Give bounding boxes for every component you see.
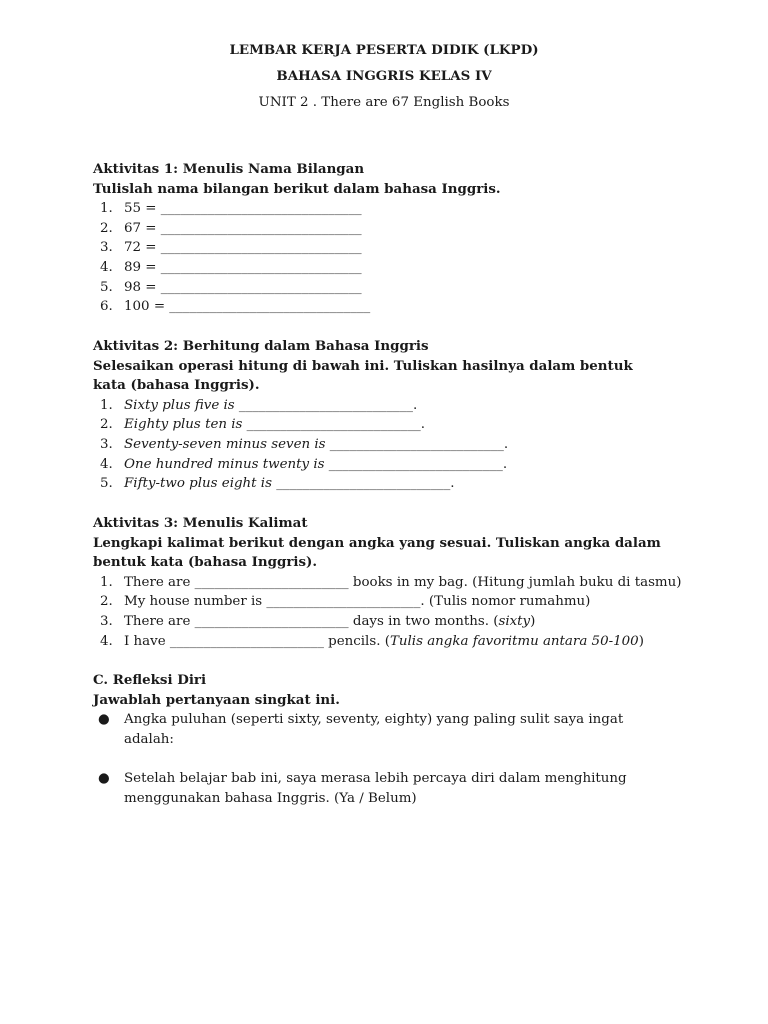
item-text: 72 = ______________________________ bbox=[124, 240, 362, 256]
activity-2-title: Aktivitas 2: Berhitung dalam Bahasa Inggris bbox=[93, 338, 429, 354]
reflection-instruction: Jawablah pertanyaan singkat ini. bbox=[93, 691, 340, 708]
list-item[interactable] bbox=[93, 612, 663, 632]
item-number: 3. bbox=[100, 240, 113, 256]
list-item[interactable] bbox=[93, 632, 663, 652]
answer-blank: __________________________. bbox=[324, 456, 508, 472]
item-question: Fifty-two plus eight is bbox=[124, 476, 272, 492]
list-item[interactable] bbox=[93, 278, 693, 298]
item-text: There are _______________________ books in my bag. (Hitung jumlah buku di tasmu) bbox=[124, 574, 682, 590]
item-number: 4. bbox=[100, 456, 113, 472]
item-text: 100 = ______________________________ bbox=[124, 299, 371, 315]
reflection-section bbox=[93, 671, 668, 808]
activity-1 bbox=[93, 160, 693, 317]
item-text: 98 = ______________________________ bbox=[124, 279, 362, 295]
answer-blank: __________________________. bbox=[234, 397, 418, 413]
item-text: Angka puluhan (seperti sixty, seventy, eighty) yang paling sulit saya ingat adalah: bbox=[124, 712, 624, 747]
answer-blank: __________________________. bbox=[242, 417, 425, 433]
item-number: 1. bbox=[100, 574, 113, 590]
item-number: 5. bbox=[100, 476, 113, 492]
item-text-end: ) bbox=[638, 633, 644, 649]
item-text-end: ) bbox=[530, 613, 536, 629]
item-number: 4. bbox=[100, 633, 113, 649]
item-number: 1. bbox=[100, 397, 113, 413]
item-number: 2. bbox=[100, 594, 113, 610]
item-number: 2. bbox=[100, 417, 113, 433]
activity-3 bbox=[93, 514, 682, 651]
list-item[interactable] bbox=[93, 435, 663, 455]
item-question: Sixty plus five is bbox=[124, 397, 235, 413]
item-text: My house number is _______________________. (Tulis nomor rumahmu) bbox=[124, 594, 591, 610]
activity-1-title: Aktivitas 1: Menulis Nama Bilangan bbox=[93, 161, 365, 177]
item-text: There are _______________________ days in two months. ( bbox=[124, 613, 499, 629]
list-item[interactable] bbox=[93, 573, 682, 593]
list-item[interactable] bbox=[93, 219, 693, 239]
activity-1-list bbox=[93, 199, 693, 317]
bullet-icon: ● bbox=[98, 712, 110, 728]
item-question: Eighty plus ten is bbox=[124, 417, 243, 433]
item-number: 2. bbox=[100, 220, 113, 236]
item-number: 4. bbox=[100, 259, 113, 275]
list-item[interactable] bbox=[93, 415, 663, 435]
subject-title: BAHASA INGGRIS KELAS IV bbox=[276, 68, 492, 84]
activity-3-list bbox=[93, 573, 682, 651]
answer-blank: __________________________. bbox=[325, 436, 509, 452]
activity-1-instruction: Tulislah nama bilangan berikut dalam bahasa Inggris. bbox=[93, 180, 501, 197]
item-number: 6. bbox=[100, 299, 113, 315]
list-item[interactable] bbox=[93, 238, 693, 258]
list-item[interactable] bbox=[93, 396, 663, 416]
list-item[interactable] bbox=[93, 592, 663, 612]
item-hint: sixty bbox=[498, 613, 531, 629]
list-item[interactable] bbox=[93, 297, 693, 317]
bullet-icon: ● bbox=[98, 770, 110, 786]
item-text: 89 = ______________________________ bbox=[124, 259, 362, 275]
reflection-list bbox=[93, 710, 668, 808]
unit-title: UNIT 2 . There are 67 English Books bbox=[258, 95, 510, 110]
activity-2 bbox=[93, 337, 663, 494]
reflection-title: C. Refleksi Diri bbox=[93, 672, 207, 688]
item-number: 3. bbox=[100, 436, 113, 452]
list-item[interactable] bbox=[93, 258, 693, 278]
activity-2-list bbox=[93, 396, 663, 494]
item-text: 55 = ______________________________ bbox=[124, 201, 362, 217]
list-item[interactable] bbox=[93, 199, 693, 219]
answer-space[interactable] bbox=[93, 749, 668, 769]
activity-3-title: Aktivitas 3: Menulis Kalimat bbox=[93, 515, 308, 531]
list-item[interactable] bbox=[93, 474, 663, 494]
item-number: 3. bbox=[100, 613, 113, 629]
item-hint: Tulis angka favoritmu antara 50-100 bbox=[389, 633, 639, 649]
item-number: 5. bbox=[100, 279, 113, 295]
item-text: Setelah belajar bab ini, saya merasa lebih percaya diri dalam menghitung menggunakan bahasa Inggris. (Ya / Belum) bbox=[124, 770, 627, 806]
item-question: One hundred minus twenty is bbox=[124, 456, 325, 472]
list-item[interactable] bbox=[93, 769, 668, 808]
activity-2-instruction: Selesaikan operasi hitung di bawah ini. Tuliskan hasilnya dalam bentuk kata (bahasa Inggris). bbox=[93, 357, 633, 394]
item-number: 1. bbox=[100, 201, 113, 217]
item-text: I have _______________________ pencils. ( bbox=[124, 633, 390, 649]
worksheet-title: LEMBAR KERJA PESERTA DIDIK (LKPD) bbox=[229, 42, 539, 58]
activity-3-instruction: Lengkapi kalimat berikut dengan angka yang sesuai. Tuliskan angka dalam bentuk kata (bahasa Inggris). bbox=[93, 534, 661, 571]
list-item[interactable] bbox=[93, 455, 663, 475]
list-item[interactable] bbox=[93, 710, 668, 749]
answer-blank: __________________________. bbox=[271, 476, 455, 492]
item-text: 67 = ______________________________ bbox=[124, 220, 362, 236]
item-question: Seventy-seven minus seven is bbox=[124, 436, 326, 452]
